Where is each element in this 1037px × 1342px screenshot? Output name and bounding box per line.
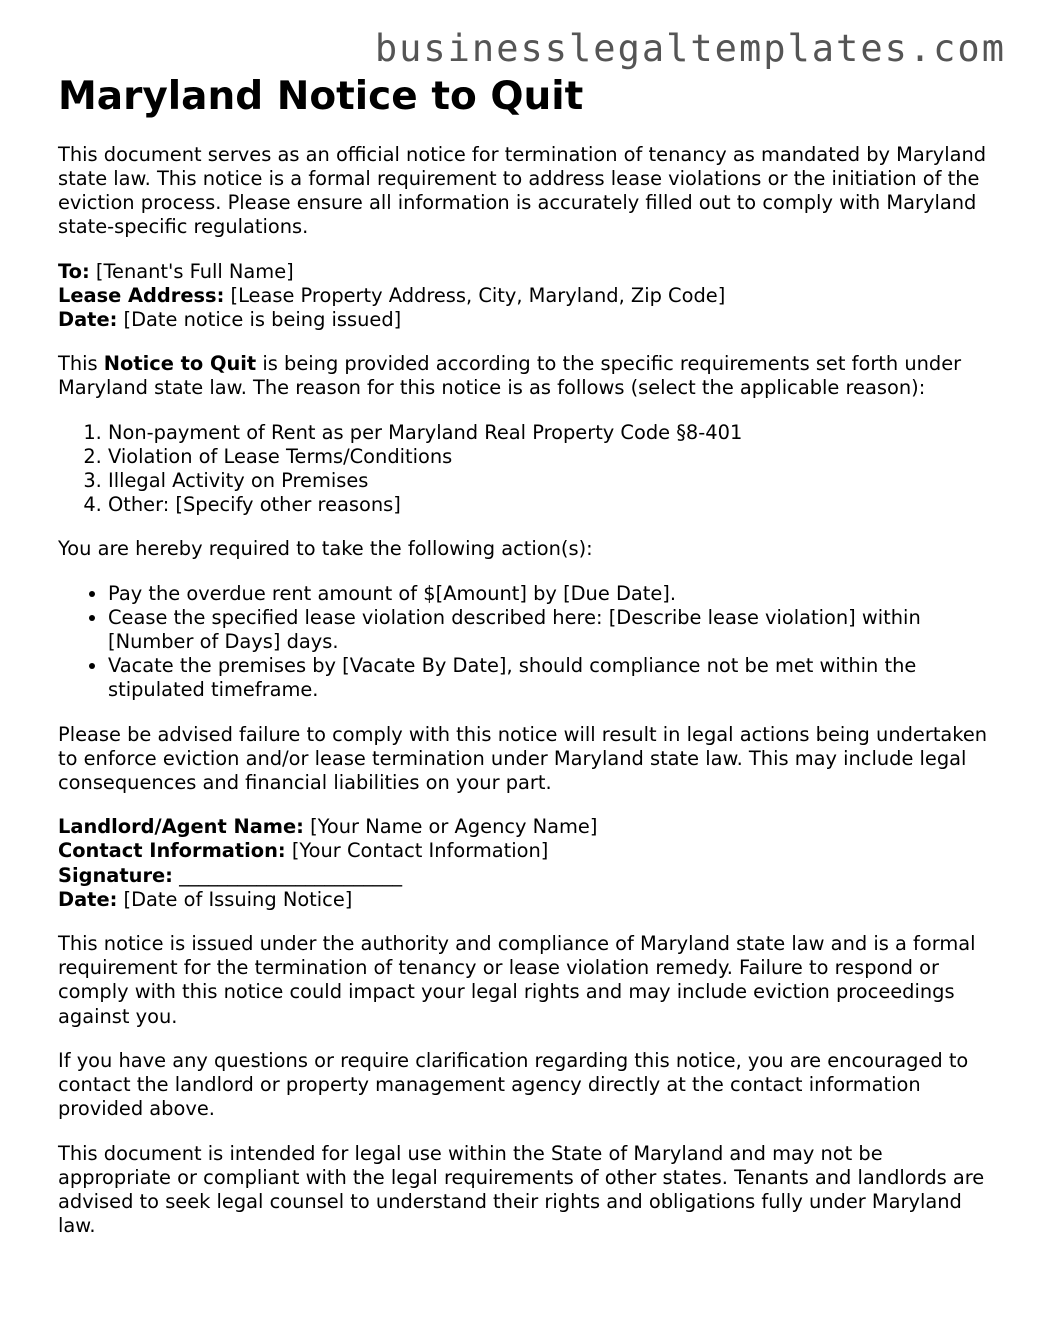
warning-paragraph: Please be advised failure to comply with this notice will result in legal actions being undertaken to enforce eviction and/or lease termination under Maryland state law. This may include legal consequences and financial liabilities on your part. [58, 722, 988, 795]
lease-address-line [58, 284, 993, 308]
document-page [58, 74, 993, 1258]
authority-paragraph: This notice is issued under the authority and compliance of Maryland state law and is a formal requirement for the termination of tenancy or lease violation remedy. Failure to respond or comply with this notice could impact your legal rights and may include eviction proceedings against you. [58, 932, 976, 1028]
reason-intro-paragraph [58, 352, 993, 400]
signature-line [58, 864, 993, 888]
landlord-fields [58, 815, 993, 912]
actions-list [58, 582, 993, 703]
to-line [58, 260, 993, 284]
reason-item: 1. Non-payment of Rent as per Maryland Real Property Code §8-401 [108, 421, 993, 445]
landlord-name-label: Landlord/Agent Name: [58, 815, 304, 839]
contact-info-value: [Your Contact Information] [285, 839, 549, 863]
notice-date-value: [Date notice is being issued] [117, 308, 402, 332]
issue-date-line [58, 888, 993, 912]
document-title: Maryland Notice to Quit [58, 74, 584, 119]
disclaimer-paragraph: This document is intended for legal use within the State of Maryland and may not be appropriate or compliant with the legal requirements of other states. Tenants and landlords are advised to seek legal counsel to understand their rights and obligations fully under Maryland law. [58, 1141, 985, 1238]
notice-date-label: Date: [58, 308, 118, 332]
reason-item: 2. Violation of Lease Terms/Conditions [108, 445, 993, 469]
reason-item: 3. Illegal Activity on Premises [108, 469, 993, 493]
issue-date-value: [Date of Issuing Notice] [117, 887, 353, 911]
reason-intro-before: This [58, 352, 104, 376]
reasons-list [58, 421, 993, 518]
watermark: businesslegaltemplates.com [374, 27, 1006, 70]
intro-paragraph: This document serves as an official notice for termination of tenancy as mandated by Maryland state law. This notice is a formal requirement to address lease violations or the initiation of the eviction process. Please ensure all information is accurately filled out to comply with Maryland state-specific regulations. [58, 142, 987, 239]
to-value: [Tenant's Full Name] [89, 259, 294, 283]
to-label: To: [58, 259, 90, 283]
lease-address-value: [Lease Property Address, City, Maryland, Zip Code] [224, 283, 726, 307]
landlord-name-value: [Your Name or Agency Name] [303, 815, 598, 839]
reason-intro-bold: Notice to Quit [103, 352, 257, 376]
signature-value: _______________________ [172, 863, 403, 887]
action-item: • Cease the specified lease violation described here: [Describe lease violation] within [Number of Days] days. [108, 606, 993, 654]
contact-info-label: Contact Information: [58, 839, 286, 863]
lease-address-label: Lease Address: [58, 283, 225, 307]
action-item: • Vacate the premises by [Vacate By Date], should compliance not be met within the stipulated timeframe. [108, 654, 993, 702]
notice-date-line [58, 308, 993, 332]
landlord-name-line [58, 815, 993, 839]
recipient-fields [58, 260, 993, 333]
contact-info-line [58, 839, 993, 863]
issue-date-label: Date: [58, 887, 118, 911]
action-item: • Pay the overdue rent amount of $[Amount] by [Due Date]. [108, 582, 993, 606]
reason-intro-after: is being provided according to the specific requirements set forth under Maryland state law. The reason for this notice is as follows (select the applicable reason): [58, 352, 962, 400]
questions-paragraph: If you have any questions or require clarification regarding this notice, you are encouraged to contact the landlord or property management agency directly at the contact information provided above. [58, 1048, 969, 1121]
reason-item: 4. Other: [Specify other reasons] [108, 493, 993, 517]
signature-label: Signature: [58, 863, 173, 887]
action-intro-paragraph: You are hereby required to take the following action(s): [58, 537, 593, 561]
